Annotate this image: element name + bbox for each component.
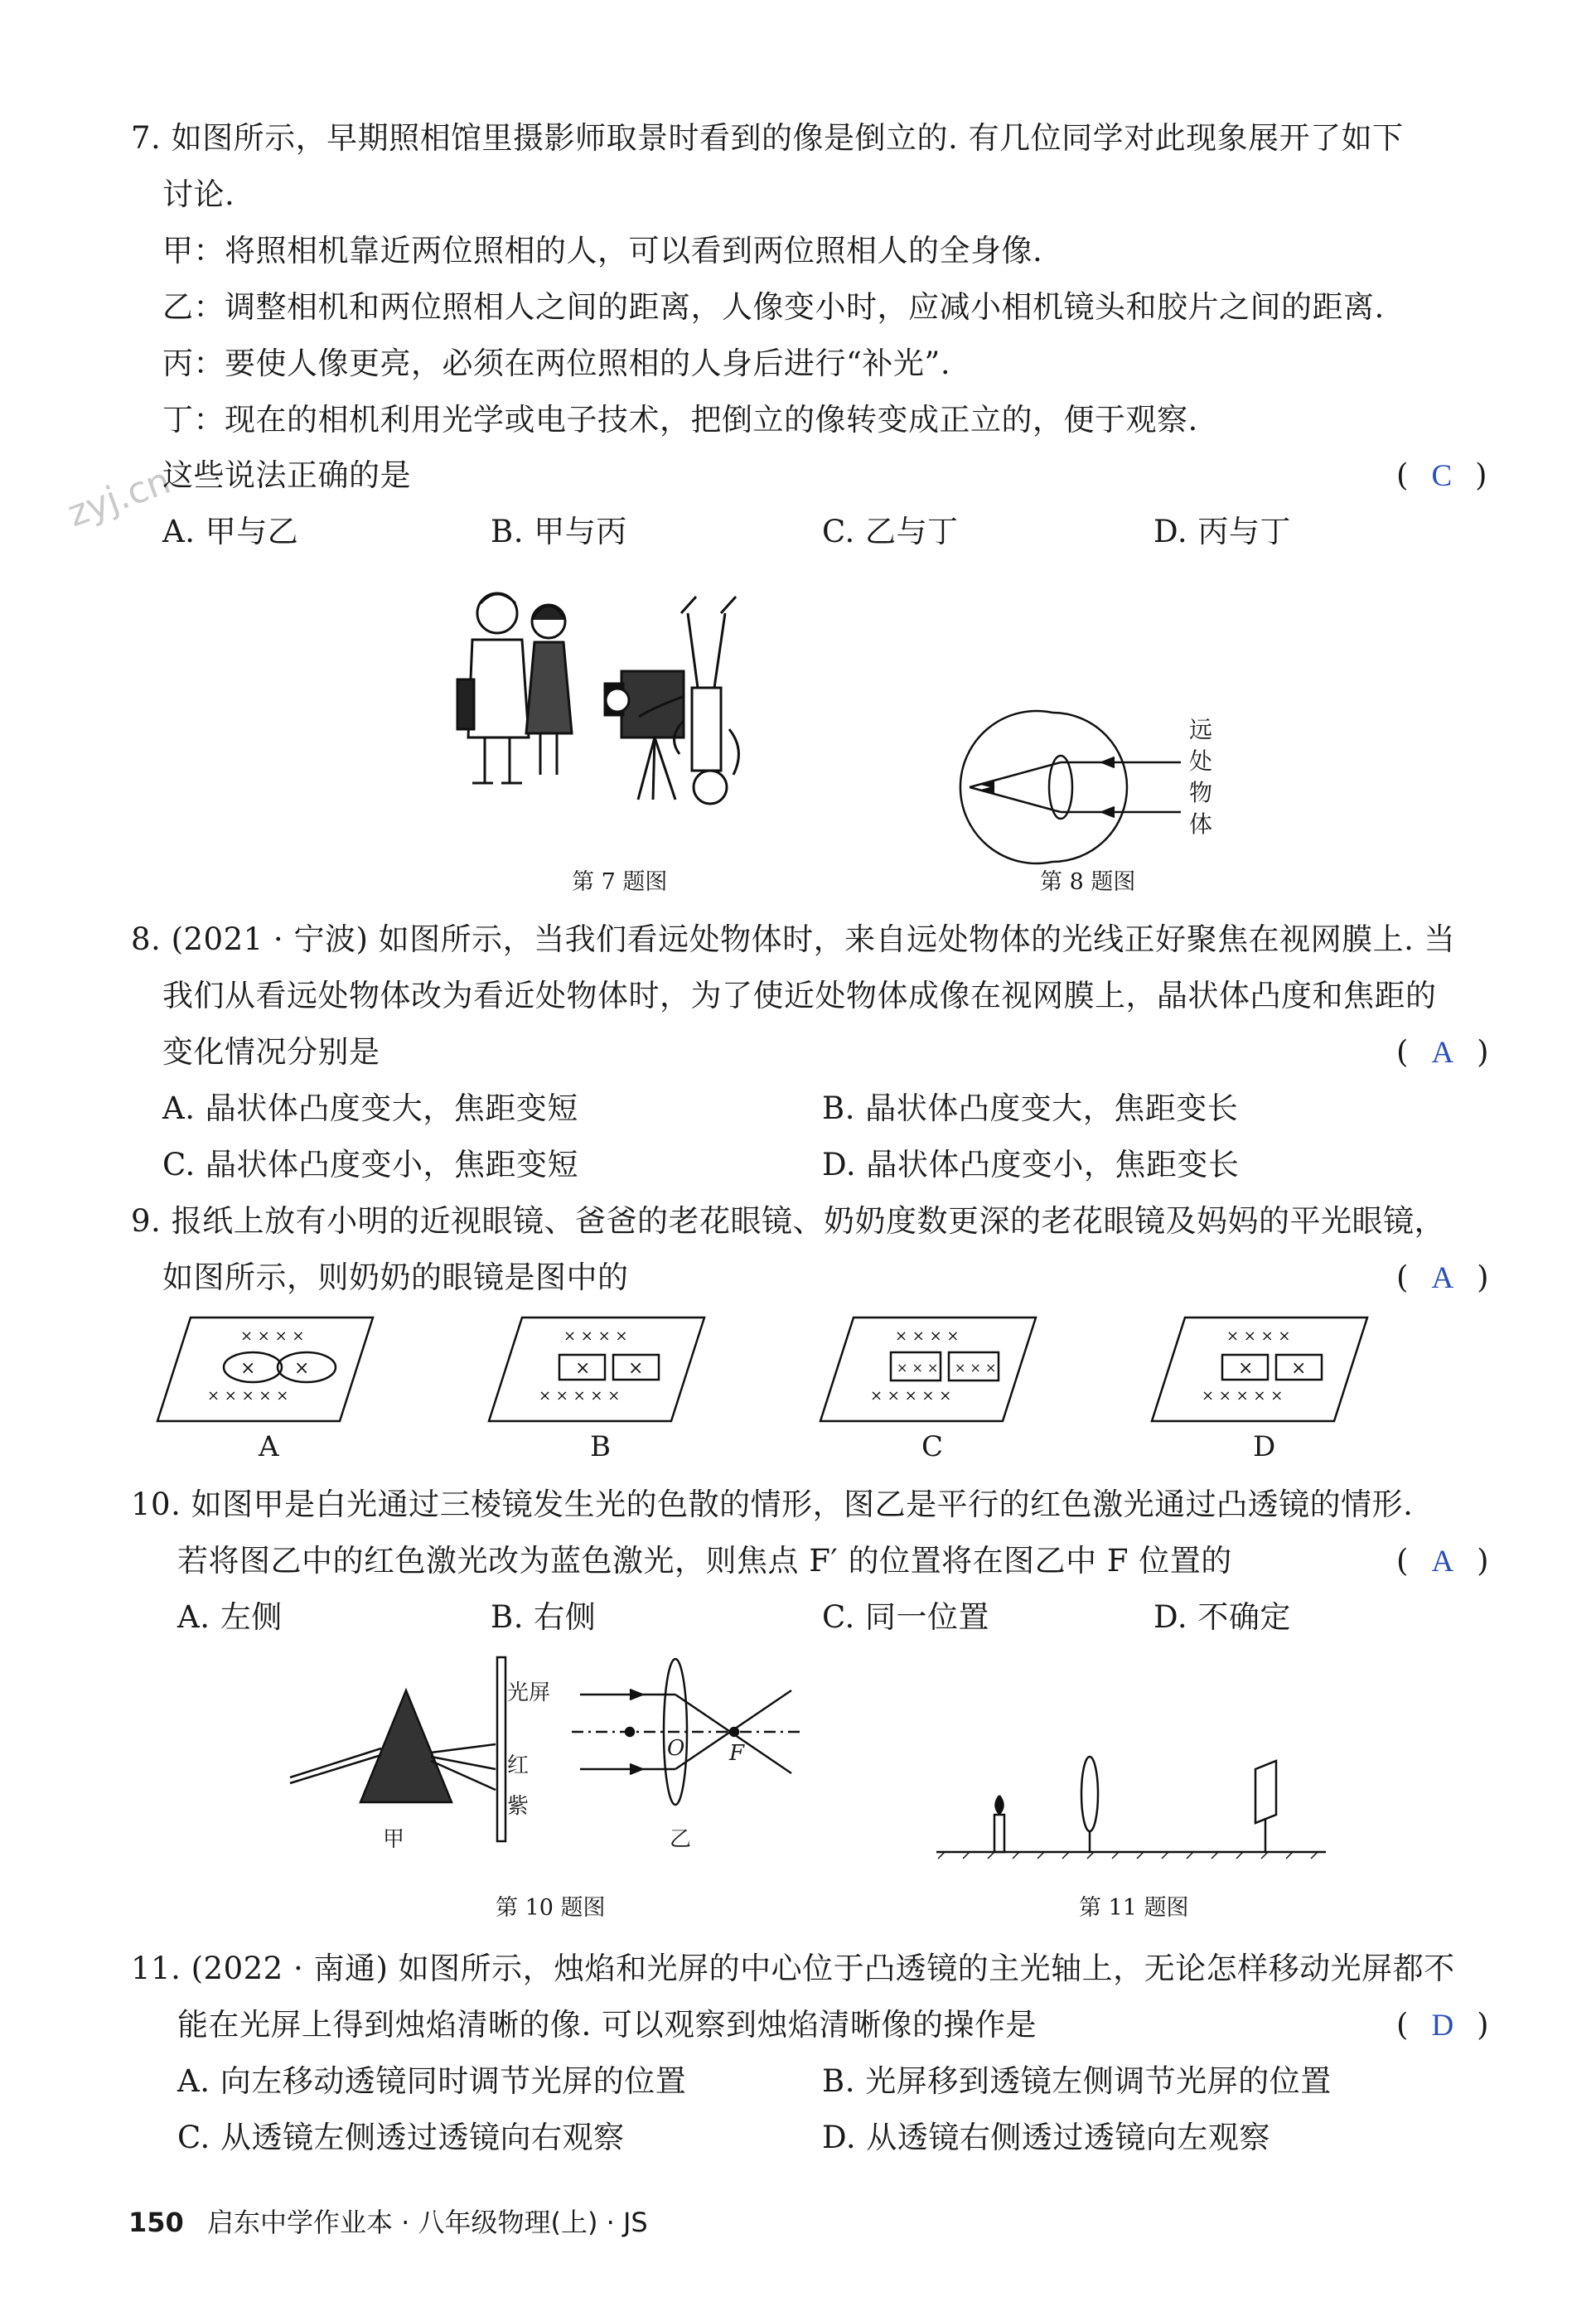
q8-stem-line3: 变化情况分别是 xyxy=(162,1034,380,1070)
svg-text:× × × × ×: × × × × × xyxy=(207,1387,289,1405)
q7-statement-yi: 乙：调整相机和两位照相人之间的距离，人像变小时，应减小相机镜头和胶片之间的距离. xyxy=(162,289,1385,325)
q10-figure-prism xyxy=(290,1657,530,1848)
q9-label-c: C xyxy=(921,1430,944,1463)
q7-answer-bracket: ( C ) xyxy=(1396,457,1487,493)
q9-stem-line2: 如图所示，则奶奶的眼镜是图中的 xyxy=(162,1260,629,1295)
q10-option-a: A. 左侧 xyxy=(177,1599,283,1635)
svg-text:×: × xyxy=(1238,1358,1254,1379)
q7-option-a: A. 甲与乙 xyxy=(162,514,299,549)
q7-option-c: C. 乙与丁 xyxy=(822,514,959,549)
svg-text:×: × xyxy=(294,1358,310,1379)
q11-figure-optical-bench xyxy=(936,1736,1334,1860)
page-number: 150 xyxy=(128,2207,184,2238)
q9-panel-a xyxy=(157,1318,373,1421)
q8-stem-line1: 8. (2021 · 宁波) 如图所示，当我们看远处物体时，来自远处物体的光线正好聚焦在视网膜上. 当 xyxy=(131,921,1456,957)
q9-label-b: B xyxy=(590,1430,612,1463)
q11-option-c: C. 从透镜左侧透过透镜向右观察 xyxy=(177,2120,625,2155)
q11-option-a: A. 向左移动透镜同时调节光屏的位置 xyxy=(177,2063,687,2099)
q8-stem-line2: 我们从看远处物体改为看近处物体时，为了使近处物体成像在视网膜上，晶状体凸度和焦距的 xyxy=(162,978,1437,1013)
q10-answer-bracket: ( A ) xyxy=(1396,1543,1489,1579)
watermark: zyj.cn xyxy=(62,459,177,536)
q9-label-a: A xyxy=(259,1430,280,1463)
q7-option-b: B. 甲与丙 xyxy=(491,514,627,549)
svg-text:×: × xyxy=(1291,1358,1307,1379)
q10-option-b: B. 右侧 xyxy=(491,1599,597,1635)
q10-label-yi: 乙 xyxy=(670,1827,692,1852)
q8-label-char: 远 xyxy=(1188,716,1212,743)
q8-label-char: 物 xyxy=(1188,779,1212,806)
q11-figure-caption: 第 11 题图 xyxy=(1079,1895,1189,1921)
q8-option-b: B. 晶状体凸度变大，焦距变长 xyxy=(822,1090,1239,1126)
q11-stem-line2: 能在光屏上得到烛焰清晰的像. 可以观察到烛焰清晰像的操作是 xyxy=(177,2007,1037,2043)
q10-stem-line2: 若将图乙中的红色激光改为蓝色激光，则焦点 F′ 的位置将在图乙中 F 位置的 xyxy=(177,1543,1232,1579)
book-title: 启东中学作业本 · 八年级物理(上) · JS xyxy=(206,2207,648,2238)
q9-panel-d xyxy=(1152,1318,1367,1421)
q9-panel-c xyxy=(820,1318,1036,1421)
q10-label-purple: 紫 xyxy=(507,1794,530,1819)
q8-figure-far-object-label xyxy=(1187,714,1215,840)
q8-option-d: D. 晶状体凸度变小，焦距变长 xyxy=(822,1147,1240,1182)
q8-option-c: C. 晶状体凸度变小，焦距变短 xyxy=(162,1147,579,1182)
svg-text:× × ×: × × × xyxy=(955,1360,997,1376)
q10-figure-caption: 第 10 题图 xyxy=(496,1895,606,1921)
q9-figure-glasses xyxy=(157,1316,1384,1424)
q8-answer: A xyxy=(1431,1036,1454,1070)
svg-text:× × × × ×: × × × × × xyxy=(1202,1387,1284,1405)
q8-label-char: 体 xyxy=(1188,810,1212,838)
q10-option-c: C. 同一位置 xyxy=(822,1599,990,1635)
svg-text:×: × xyxy=(628,1358,644,1379)
q10-label-jia: 甲 xyxy=(383,1827,405,1852)
svg-text:× × × ×: × × × × xyxy=(563,1327,628,1345)
q11-option-b: B. 光屏移到透镜左侧调节光屏的位置 xyxy=(822,2063,1332,2099)
q7-statement-bing: 丙：要使人像更亮，必须在两位照相的人身后进行“补光”. xyxy=(162,346,951,381)
q10-label-o: O xyxy=(667,1736,685,1761)
q10-label-red: 红 xyxy=(507,1753,530,1778)
q8-option-a: A. 晶状体凸度变大，焦距变短 xyxy=(162,1090,578,1126)
q7-answer: C xyxy=(1431,459,1453,493)
svg-text:× × × × ×: × × × × × xyxy=(870,1387,952,1405)
svg-text:× × × ×: × × × × xyxy=(240,1327,305,1345)
q10-option-d: D. 不确定 xyxy=(1153,1599,1291,1635)
q9-answer-bracket: ( A ) xyxy=(1396,1260,1489,1295)
q8-figure-caption: 第 8 题图 xyxy=(1040,869,1136,895)
q8-label-char: 处 xyxy=(1188,747,1212,775)
q9-panel-b xyxy=(489,1318,704,1421)
q7-statement-ding: 丁：现在的相机利用光学或电子技术，把倒立的像转变成正立的，便于观察. xyxy=(162,402,1198,438)
svg-text:× × × ×: × × × × xyxy=(1226,1327,1291,1345)
q11-answer-bracket: ( D ) xyxy=(1396,2007,1489,2043)
q7-prompt: 这些说法正确的是 xyxy=(162,457,411,493)
svg-text:×: × xyxy=(240,1358,256,1379)
q9-answer: A xyxy=(1431,1261,1454,1295)
q10-label-screen: 光屏 xyxy=(507,1680,551,1705)
q10-figure-lens xyxy=(572,1657,812,1823)
q10-label-f: F xyxy=(729,1741,745,1766)
q11-stem-line1: 11. (2022 · 南通) 如图所示，烛焰和光屏的中心位于凸透镜的主光轴上，无论怎样移动光屏都不 xyxy=(131,1951,1455,1986)
q7-statement-jia: 甲：将照相机靠近两位照相的人，可以看到两位照相人的全身像. xyxy=(162,233,1043,268)
q7-option-d: D. 丙与丁 xyxy=(1153,514,1291,549)
page-footer xyxy=(128,2204,648,2241)
q7-figure-photo-studio xyxy=(439,580,820,820)
svg-text:× × ×: × × × xyxy=(897,1360,939,1376)
q7-figure-caption: 第 7 题图 xyxy=(572,869,668,895)
svg-text:× × × ×: × × × × xyxy=(895,1327,960,1345)
q11-option-d: D. 从透镜右侧透过透镜向左观察 xyxy=(822,2120,1270,2155)
svg-text:× × × × ×: × × × × × xyxy=(539,1387,621,1405)
q8-figure-eye xyxy=(961,704,1210,870)
svg-text:×: × xyxy=(575,1358,591,1379)
q9-label-d: D xyxy=(1253,1430,1276,1463)
q10-stem-line1: 10. 如图甲是白光通过三棱镜发生光的色散的情形，图乙是平行的红色激光通过凸透镜的情形. xyxy=(131,1487,1414,1522)
q9-stem-line1: 9. 报纸上放有小明的近视眼镜、爸爸的老花眼镜、奶奶度数更深的老花眼镜及妈妈的平光眼镜， xyxy=(131,1203,1446,1239)
q8-answer-bracket: ( A ) xyxy=(1396,1034,1489,1070)
q7-stem-line2: 讨论. xyxy=(162,176,235,212)
q11-answer: D xyxy=(1431,2009,1454,2043)
q10-answer: A xyxy=(1431,1545,1454,1579)
q7-stem-line1: 7. 如图所示，早期照相馆里摄影师取景时看到的像是倒立的. 有几位同学对此现象展开了如下 xyxy=(131,120,1404,156)
